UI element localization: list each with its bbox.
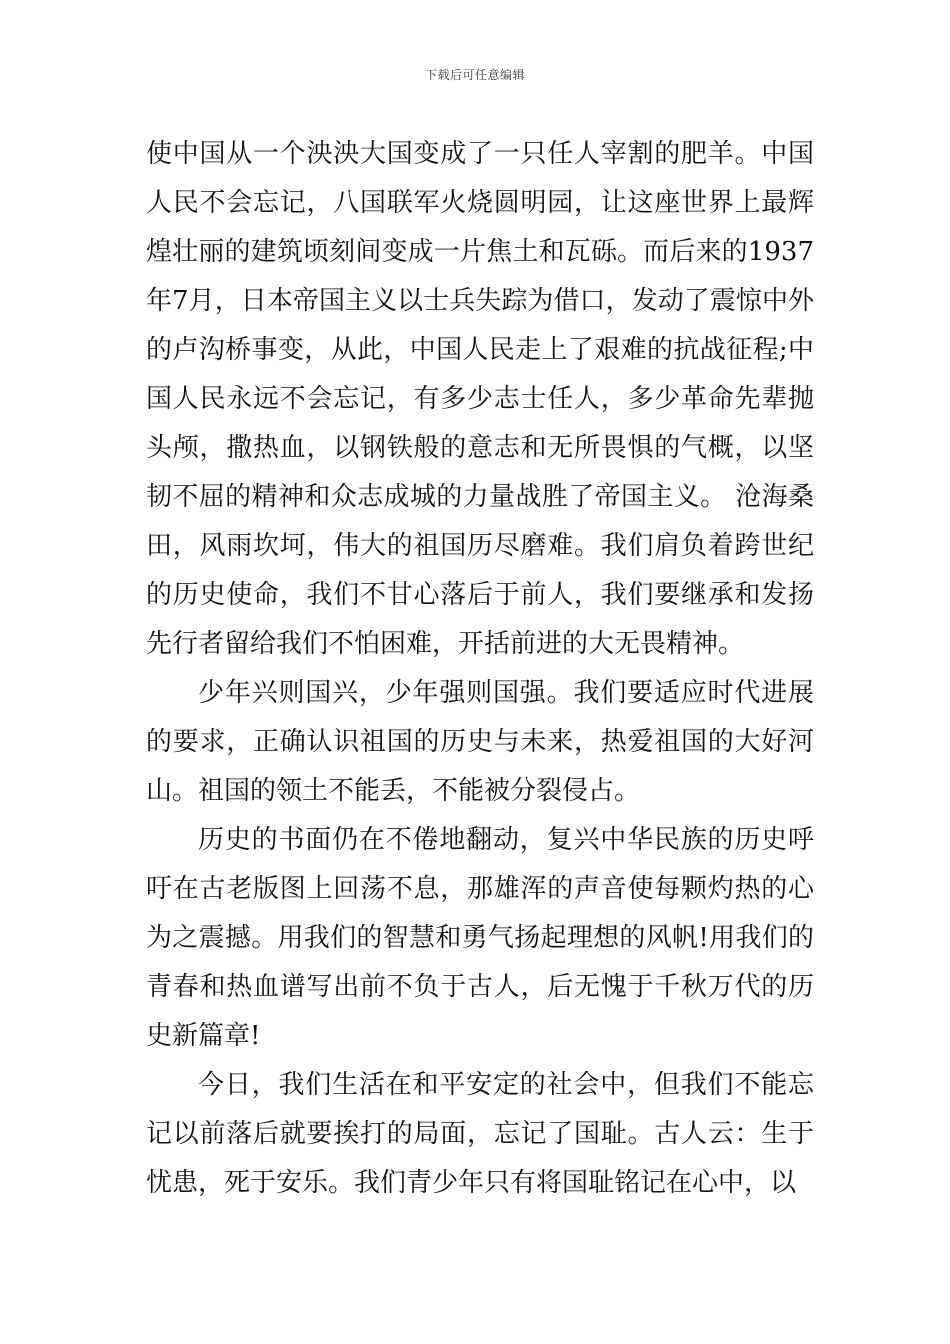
- page-header: 下载后可任意编辑: [424, 68, 525, 82]
- paragraph-2: 少年兴则国兴，少年强则国强。我们要适应时代进展的要求，正确认识祖国的历史与未来，热爱祖国的大好河山。祖国的领土不能丢，不能被分裂侵占。: [146, 678, 814, 806]
- paragraph-1: 使中国从一个泱泱大国变成了一只任人宰割的肥羊。中国人民不会忘记，八国联军火烧圆明园，让这座世界上最辉煌壮丽的建筑顷刻间变成一片焦土和瓦砾。而后来的1937年7月，日本帝国主义以士兵失踪为借口，发动了震惊中外的卢沟桥事变，从此，中国人民走上了艰难的抗战征程;中国人民永远不会忘记，有多少志士任人，多少革命先辈抛头颅，撒热血，以钢铁般的意志和无所畏惧的气概，以坚韧不屈的精神和众志成城的力量战胜了帝国主义。 沧海桑田，风雨坎坷，伟大的祖国历尽磨难。我们肩负着跨世纪的历史使命，我们不甘心落后于前人，我们要继承和发扬先行者留给我们不怕困难，开括前进的大无畏精神。: [146, 139, 814, 659]
- paragraph-4: 今日，我们生活在和平安定的社会中，但我们不能忘记以前落后就要挨打的局面，忘记了国耻。古人云：生于忧患，死于安乐。我们青少年只有将国耻铭记在心中，以: [146, 1070, 814, 1198]
- paragraph-3: 历史的书面仍在不倦地翻动，复兴中华民族的历史呼吁在古老版图上回荡不息，那雄浑的声音使每颗灼热的心为之震撼。用我们的智慧和勇气扬起理想的风帆!用我们的青春和热血谱写出前不负于古人，后无愧于千秋万代的历史新篇章!: [146, 825, 814, 1051]
- document-body: [146, 130, 814, 1208]
